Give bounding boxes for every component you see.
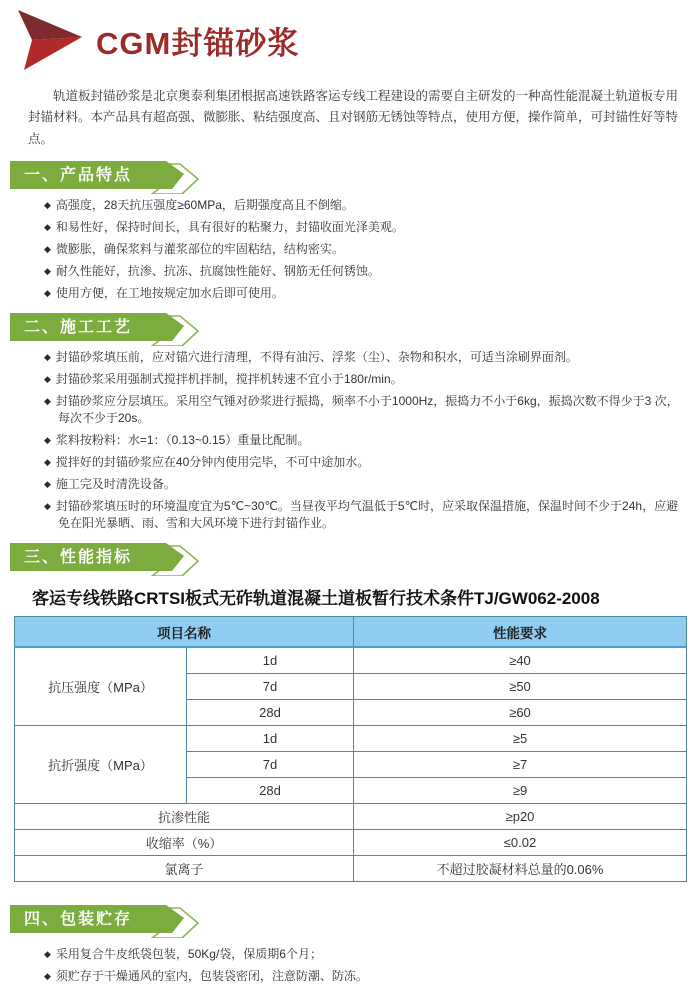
group-cell: 抗折强度（MPa） <box>15 726 187 804</box>
table-row <box>15 726 687 752</box>
section-title: 一、产品特点 <box>24 166 133 184</box>
table-row <box>15 647 687 674</box>
bullet-text: 搅拌好的封锚砂浆应在40分钟内使用完毕，不可中途加水。 <box>55 455 370 470</box>
bullet-text: 封锚砂浆应分层填压。采用空气锤对砂浆进行振捣，频率不小于1000Hz，振捣力不小于6kg，振捣次数不得少于3 次，每次不少于20s。 <box>55 393 679 425</box>
table-row <box>15 856 687 882</box>
section-heading-packaging <box>10 904 220 938</box>
process-list <box>44 349 682 532</box>
bullet-text: 使用方便，在工地按规定加水后即可使用。 <box>55 285 284 300</box>
column-header-item: 项目名称 <box>15 617 354 648</box>
list-item <box>44 349 682 366</box>
bullet-text: 高强度，28天抗压强度≥60MPa，后期强度高且不倒缩。 <box>55 197 354 212</box>
section-title: 三、性能指标 <box>24 549 133 567</box>
bullet-text: 微膨胀，确保浆料与灌浆部位的牢固粘结，结构密实。 <box>55 241 344 256</box>
page-title: CGM封锚砂浆 <box>96 26 300 61</box>
bullet-text: 施工完及时清洗设备。 <box>55 477 176 492</box>
list-item <box>44 197 682 214</box>
age-cell: 28d <box>187 700 354 726</box>
diamond-bullet-icon: ◆ <box>44 479 51 490</box>
bullet-text: 封锚砂浆采用强制式搅拌机拌制，搅拌机转速不宜小于180r/min。 <box>55 371 403 386</box>
diamond-bullet-icon: ◆ <box>44 395 51 406</box>
bullet-text: 封锚砂浆填压时的环境温度宜为5℃~30℃。当昼夜平均气温低于5℃时，应采取保温措施，保温时间不少于24h，应避免在阳光暴晒、雨、雪和大风环境下进行封锚作业。 <box>55 499 679 531</box>
item-cell: 抗渗性能 <box>15 804 354 830</box>
intro-paragraph: 轨道板封锚砂浆是北京奥泰利集团根据高速铁路客运专线工程建设的需要自主研发的一种高性能混凝土轨道板专用封锚材料。本产品具有超高强、微膨胀、粘结强度高、且对钢筋无锈蚀等特点，使用方便，操作简单，可封锚性好等特点。 <box>28 89 679 146</box>
list-item <box>44 241 682 258</box>
document-header <box>0 0 700 80</box>
requirement-cell: ≥7 <box>354 752 687 778</box>
table-header-row <box>15 617 687 648</box>
diamond-bullet-icon: ◆ <box>44 265 51 276</box>
list-item <box>44 432 682 449</box>
red-arrow-logo-icon <box>12 6 86 74</box>
list-item <box>44 285 682 302</box>
diamond-bullet-icon: ◆ <box>44 221 51 232</box>
diamond-bullet-icon: ◆ <box>44 949 51 960</box>
list-item <box>44 263 682 280</box>
list-item <box>44 454 682 471</box>
diamond-bullet-icon: ◆ <box>44 243 51 254</box>
age-cell: 1d <box>187 726 354 752</box>
bullet-text: 和易性好，保持时间长，具有很好的粘聚力，封锚收面光泽美观。 <box>55 219 404 234</box>
list-item <box>44 371 682 388</box>
list-item <box>44 498 682 532</box>
section-title: 四、包装贮存 <box>24 911 133 929</box>
section-title: 二、施工工艺 <box>24 318 133 336</box>
diamond-bullet-icon: ◆ <box>44 199 51 210</box>
list-item <box>44 968 682 985</box>
age-cell: 28d <box>187 778 354 804</box>
standard-title: 客运专线铁路CRTSI板式无砟轨道混凝土道板暂行技术条件TJ/GW062-2008 <box>32 589 600 609</box>
diamond-bullet-icon: ◆ <box>44 287 51 298</box>
age-cell: 7d <box>187 752 354 778</box>
requirement-cell: ≥60 <box>354 700 687 726</box>
age-cell: 7d <box>187 674 354 700</box>
list-item <box>44 393 682 427</box>
section-heading-features <box>10 160 220 194</box>
requirement-cell: ≤0.02 <box>354 830 687 856</box>
diamond-bullet-icon: ◆ <box>44 351 51 362</box>
requirement-cell: 不超过胶凝材料总量的0.06% <box>354 856 687 882</box>
list-item <box>44 219 682 236</box>
bullet-text: 须贮存于干燥通风的室内，包装袋密闭，注意防潮、防冻。 <box>55 969 368 984</box>
section-heading-process <box>10 312 220 346</box>
diamond-bullet-icon: ◆ <box>44 373 51 384</box>
section-heading-performance <box>10 542 220 576</box>
bullet-text: 封锚砂浆填压前，应对锚穴进行清理，不得有油污、浮浆（尘）、杂物和积水，可适当涂刷界面剂。 <box>55 349 578 364</box>
requirement-cell: ≥5 <box>354 726 687 752</box>
table-row <box>15 804 687 830</box>
list-item <box>44 476 682 493</box>
bullet-text: 耐久性能好，抗渗、抗冻、抗腐蚀性能好、钢筋无任何锈蚀。 <box>55 263 380 278</box>
age-cell: 1d <box>187 647 354 674</box>
diamond-bullet-icon: ◆ <box>44 971 51 982</box>
item-cell: 收缩率（%） <box>15 830 354 856</box>
column-header-requirement: 性能要求 <box>354 617 687 648</box>
diamond-bullet-icon: ◆ <box>44 501 51 512</box>
diamond-bullet-icon: ◆ <box>44 435 51 446</box>
item-cell: 氯离子 <box>15 856 354 882</box>
performance-table <box>14 616 687 882</box>
table-row <box>15 830 687 856</box>
requirement-cell: ≥9 <box>354 778 687 804</box>
list-item <box>44 946 682 963</box>
diamond-bullet-icon: ◆ <box>44 457 51 468</box>
features-list <box>44 197 682 302</box>
bullet-text: 浆料按粉料：水=1：（0.13~0.15）重量比配制。 <box>55 433 310 448</box>
requirement-cell: ≥40 <box>354 647 687 674</box>
packaging-list <box>44 946 682 985</box>
group-cell: 抗压强度（MPa） <box>15 647 187 726</box>
requirement-cell: ≥50 <box>354 674 687 700</box>
bullet-text: 采用复合牛皮纸袋包装，50Kg/袋，保质期6个月； <box>55 947 322 962</box>
requirement-cell: ≥p20 <box>354 804 687 830</box>
